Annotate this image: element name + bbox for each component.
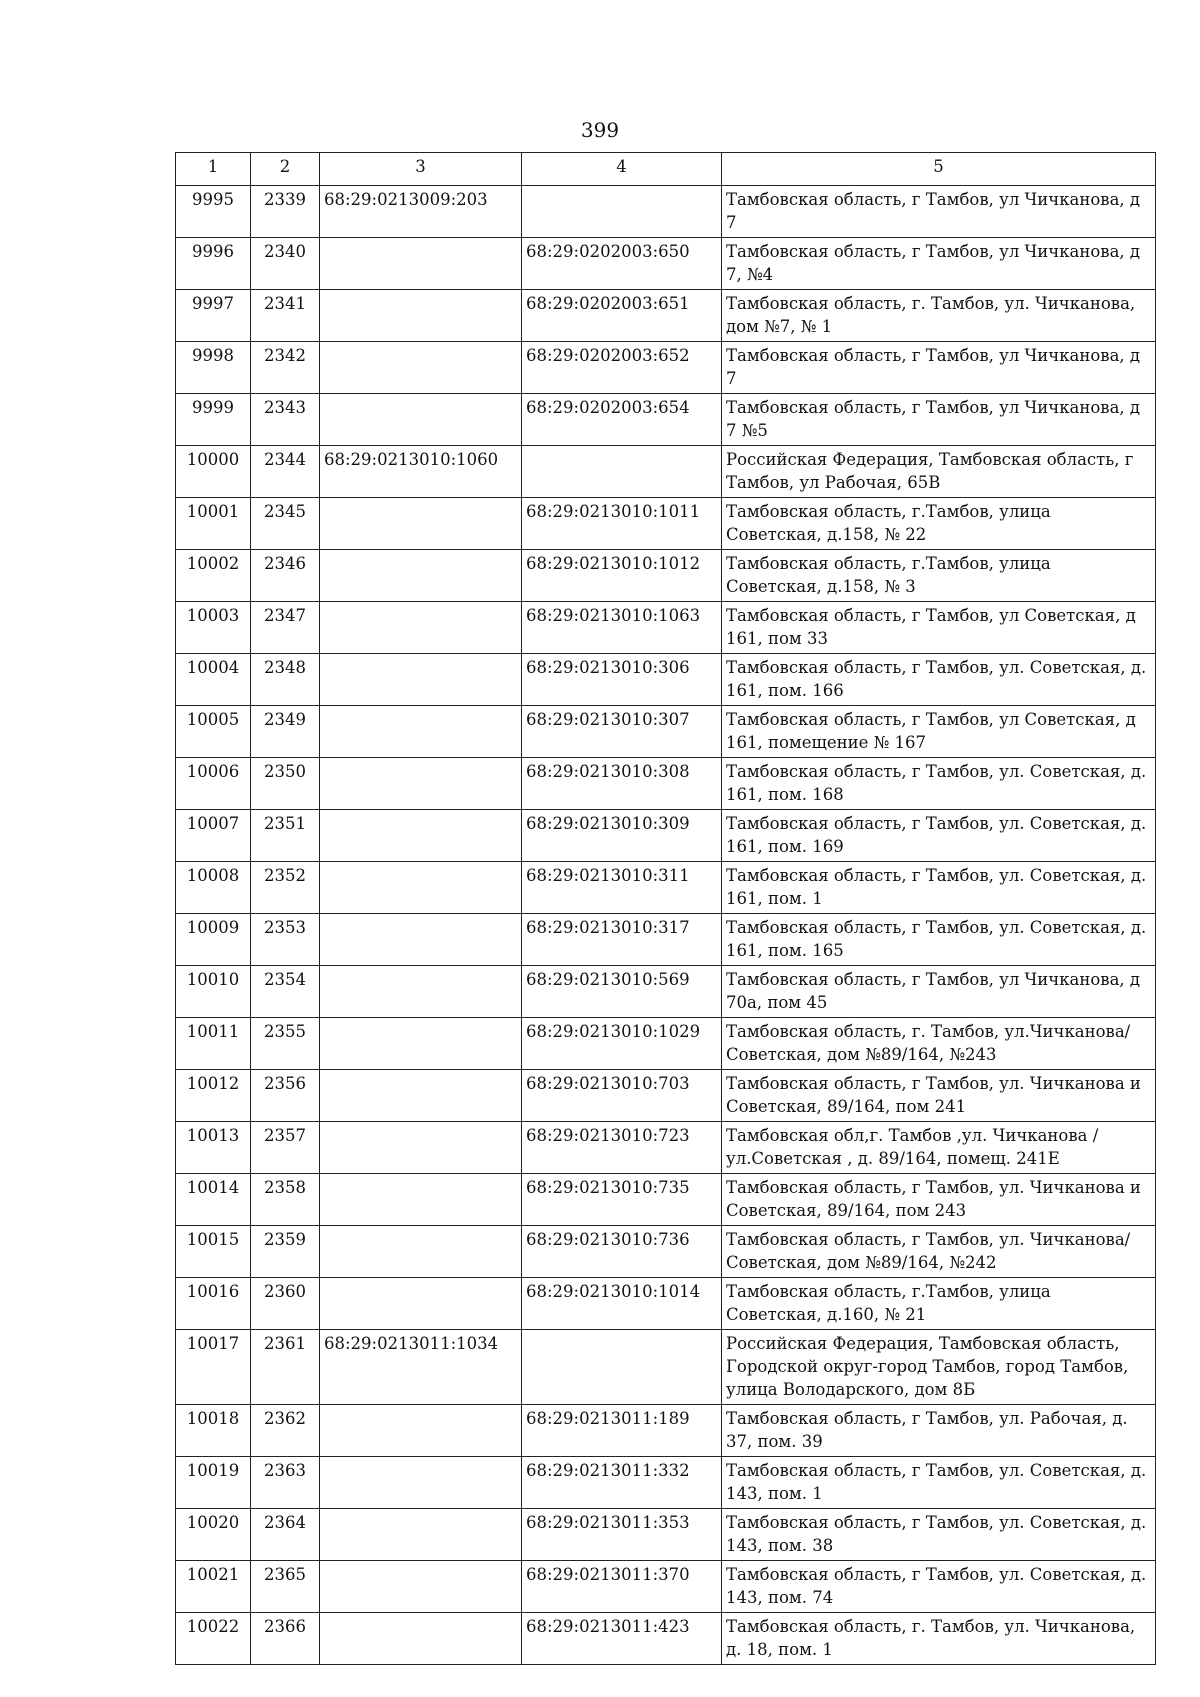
row-number-cell: 10006 (176, 758, 251, 810)
address-cell: Тамбовская область, г Тамбов, ул. Советская, д. 161, пом. 166 (722, 654, 1156, 706)
table-row (176, 290, 1156, 342)
parcel-cadastral-number-cell (320, 1018, 522, 1070)
column-header-3: 3 (320, 153, 522, 186)
row-number-cell: 10004 (176, 654, 251, 706)
object-cadastral-number-cell: 68:29:0213010:736 (522, 1226, 722, 1278)
parcel-cadastral-number-cell (320, 290, 522, 342)
address-cell: Тамбовская область, г Тамбов, ул. Советская, д. 143, пом. 74 (722, 1561, 1156, 1613)
address-cell: Тамбовская область, г Тамбов, ул. Советская, д. 161, пом. 1 (722, 862, 1156, 914)
record-id-cell: 2347 (251, 602, 320, 654)
parcel-cadastral-number-cell (320, 654, 522, 706)
parcel-cadastral-number-cell (320, 810, 522, 862)
table-row (176, 1174, 1156, 1226)
address-cell: Российская Федерация, Тамбовская область, Городской округ-город Тамбов, город Тамбов, улица Володарского, дом 8Б (722, 1330, 1156, 1405)
object-cadastral-number-cell: 68:29:0213011:353 (522, 1509, 722, 1561)
parcel-cadastral-number-cell (320, 1122, 522, 1174)
record-id-cell: 2355 (251, 1018, 320, 1070)
record-id-cell: 2361 (251, 1330, 320, 1405)
table-row (176, 446, 1156, 498)
table-row (176, 758, 1156, 810)
object-cadastral-number-cell: 68:29:0213010:703 (522, 1070, 722, 1122)
object-cadastral-number-cell: 68:29:0202003:652 (522, 342, 722, 394)
parcel-cadastral-number-cell (320, 758, 522, 810)
address-cell: Тамбовская область, г. Тамбов, ул. Чичканова, д. 18, пом. 1 (722, 1613, 1156, 1665)
address-cell: Тамбовская область, г Тамбов, ул Чичканова, д 7 (722, 342, 1156, 394)
object-cadastral-number-cell: 68:29:0213011:423 (522, 1613, 722, 1665)
object-cadastral-number-cell: 68:29:0213010:1014 (522, 1278, 722, 1330)
row-number-cell: 10005 (176, 706, 251, 758)
record-id-cell: 2360 (251, 1278, 320, 1330)
address-cell: Тамбовская область, г Тамбов, ул. Рабочая, д. 37, пом. 39 (722, 1405, 1156, 1457)
parcel-cadastral-number-cell (320, 966, 522, 1018)
object-cadastral-number-cell (522, 186, 722, 238)
object-cadastral-number-cell: 68:29:0213011:189 (522, 1405, 722, 1457)
row-number-cell: 10018 (176, 1405, 251, 1457)
record-id-cell: 2359 (251, 1226, 320, 1278)
object-cadastral-number-cell: 68:29:0213010:307 (522, 706, 722, 758)
object-cadastral-number-cell: 68:29:0213010:723 (522, 1122, 722, 1174)
object-cadastral-number-cell: 68:29:0202003:651 (522, 290, 722, 342)
record-id-cell: 2352 (251, 862, 320, 914)
table-row (176, 186, 1156, 238)
parcel-cadastral-number-cell (320, 498, 522, 550)
address-cell: Тамбовская область, г Тамбов, ул Чичканова, д 7 (722, 186, 1156, 238)
address-cell: Тамбовская область, г Тамбов, ул. Советская, д. 161, пом. 169 (722, 810, 1156, 862)
row-number-cell: 10003 (176, 602, 251, 654)
parcel-cadastral-number-cell: 68:29:0213010:1060 (320, 446, 522, 498)
table-row (176, 1613, 1156, 1665)
table-row (176, 810, 1156, 862)
record-id-cell: 2343 (251, 394, 320, 446)
object-cadastral-number-cell: 68:29:0213010:317 (522, 914, 722, 966)
record-id-cell: 2339 (251, 186, 320, 238)
object-cadastral-number-cell: 68:29:0202003:654 (522, 394, 722, 446)
table-row (176, 342, 1156, 394)
row-number-cell: 10012 (176, 1070, 251, 1122)
table-row (176, 1509, 1156, 1561)
table-row (176, 1070, 1156, 1122)
parcel-cadastral-number-cell (320, 1613, 522, 1665)
row-number-cell: 9996 (176, 238, 251, 290)
address-cell: Тамбовская область, г. Тамбов, ул. Чичканова, дом №7, № 1 (722, 290, 1156, 342)
row-number-cell: 10014 (176, 1174, 251, 1226)
row-number-cell: 10020 (176, 1509, 251, 1561)
row-number-cell: 10000 (176, 446, 251, 498)
row-number-cell: 9997 (176, 290, 251, 342)
column-header-1: 1 (176, 153, 251, 186)
parcel-cadastral-number-cell (320, 1226, 522, 1278)
column-header-4: 4 (522, 153, 722, 186)
row-number-cell: 9999 (176, 394, 251, 446)
row-number-cell: 10017 (176, 1330, 251, 1405)
record-id-cell: 2342 (251, 342, 320, 394)
record-id-cell: 2349 (251, 706, 320, 758)
table-row (176, 1561, 1156, 1613)
address-cell: Тамбовская область, г Тамбов, ул. Советская, д. 161, пом. 168 (722, 758, 1156, 810)
record-id-cell: 2344 (251, 446, 320, 498)
object-cadastral-number-cell: 68:29:0213010:1029 (522, 1018, 722, 1070)
object-cadastral-number-cell: 68:29:0213010:306 (522, 654, 722, 706)
record-id-cell: 2364 (251, 1509, 320, 1561)
address-cell: Тамбовская область, г Тамбов, ул Чичканова, д 70а, пом 45 (722, 966, 1156, 1018)
address-cell: Тамбовская область, г Тамбов, ул Советская, д 161, помещение № 167 (722, 706, 1156, 758)
object-cadastral-number-cell: 68:29:0213010:311 (522, 862, 722, 914)
parcel-cadastral-number-cell (320, 394, 522, 446)
parcel-cadastral-number-cell (320, 602, 522, 654)
record-id-cell: 2341 (251, 290, 320, 342)
address-cell: Тамбовская область, г Тамбов, ул. Чичканова/Советская, дом №89/164, №242 (722, 1226, 1156, 1278)
table-row (176, 862, 1156, 914)
parcel-cadastral-number-cell: 68:29:0213009:203 (320, 186, 522, 238)
row-number-cell: 10015 (176, 1226, 251, 1278)
address-cell: Тамбовская область, г. Тамбов, ул.Чичканова/Советская, дом №89/164, №243 (722, 1018, 1156, 1070)
row-number-cell: 10010 (176, 966, 251, 1018)
parcel-cadastral-number-cell (320, 1457, 522, 1509)
table-row (176, 1405, 1156, 1457)
row-number-cell: 10002 (176, 550, 251, 602)
row-number-cell: 10009 (176, 914, 251, 966)
address-cell: Российская Федерация, Тамбовская область, г Тамбов, ул Рабочая, 65В (722, 446, 1156, 498)
table-row (176, 1122, 1156, 1174)
record-id-cell: 2354 (251, 966, 320, 1018)
record-id-cell: 2356 (251, 1070, 320, 1122)
record-id-cell: 2346 (251, 550, 320, 602)
row-number-cell: 10011 (176, 1018, 251, 1070)
record-id-cell: 2366 (251, 1613, 320, 1665)
record-id-cell: 2365 (251, 1561, 320, 1613)
address-cell: Тамбовская область, г Тамбов, ул. Чичканова и Советская, 89/164, пом 243 (722, 1174, 1156, 1226)
address-cell: Тамбовская область, г.Тамбов, улица Советская, д.158, № 3 (722, 550, 1156, 602)
table-row (176, 1330, 1156, 1405)
table-row (176, 706, 1156, 758)
object-cadastral-number-cell: 68:29:0213010:1012 (522, 550, 722, 602)
object-cadastral-number-cell (522, 1330, 722, 1405)
parcel-cadastral-number-cell (320, 914, 522, 966)
table-row (176, 238, 1156, 290)
parcel-cadastral-number-cell (320, 1509, 522, 1561)
object-cadastral-number-cell: 68:29:0213011:370 (522, 1561, 722, 1613)
record-id-cell: 2358 (251, 1174, 320, 1226)
row-number-cell: 9998 (176, 342, 251, 394)
table-row (176, 498, 1156, 550)
address-cell: Тамбовская область, г Тамбов, ул. Чичканова и Советская, 89/164, пом 241 (722, 1070, 1156, 1122)
object-cadastral-number-cell (522, 446, 722, 498)
object-cadastral-number-cell: 68:29:0213010:1063 (522, 602, 722, 654)
record-id-cell: 2351 (251, 810, 320, 862)
object-cadastral-number-cell: 68:29:0213010:1011 (522, 498, 722, 550)
address-cell: Тамбовская область, г Тамбов, ул. Советская, д. 143, пом. 1 (722, 1457, 1156, 1509)
table-row (176, 1457, 1156, 1509)
address-cell: Тамбовская область, г Тамбов, ул Чичканова, д 7, №4 (722, 238, 1156, 290)
row-number-cell: 10007 (176, 810, 251, 862)
parcel-cadastral-number-cell (320, 1174, 522, 1226)
record-id-cell: 2362 (251, 1405, 320, 1457)
table-row (176, 1226, 1156, 1278)
object-cadastral-number-cell: 68:29:0213011:332 (522, 1457, 722, 1509)
table-row (176, 1018, 1156, 1070)
table-header (176, 153, 1156, 186)
row-number-cell: 10016 (176, 1278, 251, 1330)
parcel-cadastral-number-cell (320, 1561, 522, 1613)
object-cadastral-number-cell: 68:29:0213010:735 (522, 1174, 722, 1226)
parcel-cadastral-number-cell (320, 1278, 522, 1330)
row-number-cell: 10019 (176, 1457, 251, 1509)
object-cadastral-number-cell: 68:29:0213010:308 (522, 758, 722, 810)
address-cell: Тамбовская область, г.Тамбов, улица Советская, д.158, № 22 (722, 498, 1156, 550)
parcel-cadastral-number-cell (320, 1070, 522, 1122)
object-cadastral-number-cell: 68:29:0213010:309 (522, 810, 722, 862)
record-id-cell: 2357 (251, 1122, 320, 1174)
row-number-cell: 10013 (176, 1122, 251, 1174)
record-id-cell: 2350 (251, 758, 320, 810)
parcel-cadastral-number-cell (320, 706, 522, 758)
column-header-5: 5 (722, 153, 1156, 186)
table-row (176, 602, 1156, 654)
address-cell: Тамбовская область, г Тамбов, ул. Советская, д. 161, пом. 165 (722, 914, 1156, 966)
record-id-cell: 2348 (251, 654, 320, 706)
parcel-cadastral-number-cell (320, 342, 522, 394)
parcel-cadastral-number-cell: 68:29:0213011:1034 (320, 1330, 522, 1405)
header-row (176, 153, 1156, 186)
registry-table (175, 152, 1156, 1665)
table-row (176, 914, 1156, 966)
record-id-cell: 2340 (251, 238, 320, 290)
object-cadastral-number-cell: 68:29:0213010:569 (522, 966, 722, 1018)
record-id-cell: 2345 (251, 498, 320, 550)
row-number-cell: 10021 (176, 1561, 251, 1613)
table-row (176, 394, 1156, 446)
address-cell: Тамбовская область, г Тамбов, ул. Советская, д. 143, пом. 38 (722, 1509, 1156, 1561)
table-row (176, 654, 1156, 706)
column-header-2: 2 (251, 153, 320, 186)
record-id-cell: 2363 (251, 1457, 320, 1509)
table-row (176, 550, 1156, 602)
table-row (176, 966, 1156, 1018)
row-number-cell: 10008 (176, 862, 251, 914)
parcel-cadastral-number-cell (320, 238, 522, 290)
address-cell: Тамбовская область, г Тамбов, ул Советская, д 161, пом 33 (722, 602, 1156, 654)
table-row (176, 1278, 1156, 1330)
parcel-cadastral-number-cell (320, 862, 522, 914)
row-number-cell: 9995 (176, 186, 251, 238)
address-cell: Тамбовская область, г.Тамбов, улица Советская, д.160, № 21 (722, 1278, 1156, 1330)
address-cell: Тамбовская обл,г. Тамбов ,ул. Чичканова /ул.Советская , д. 89/164, помещ. 241Е (722, 1122, 1156, 1174)
object-cadastral-number-cell: 68:29:0202003:650 (522, 238, 722, 290)
parcel-cadastral-number-cell (320, 550, 522, 602)
row-number-cell: 10022 (176, 1613, 251, 1665)
table-body (176, 186, 1156, 1665)
row-number-cell: 10001 (176, 498, 251, 550)
parcel-cadastral-number-cell (320, 1405, 522, 1457)
address-cell: Тамбовская область, г Тамбов, ул Чичканова, д 7 №5 (722, 394, 1156, 446)
page-number: 399 (580, 118, 620, 142)
record-id-cell: 2353 (251, 914, 320, 966)
